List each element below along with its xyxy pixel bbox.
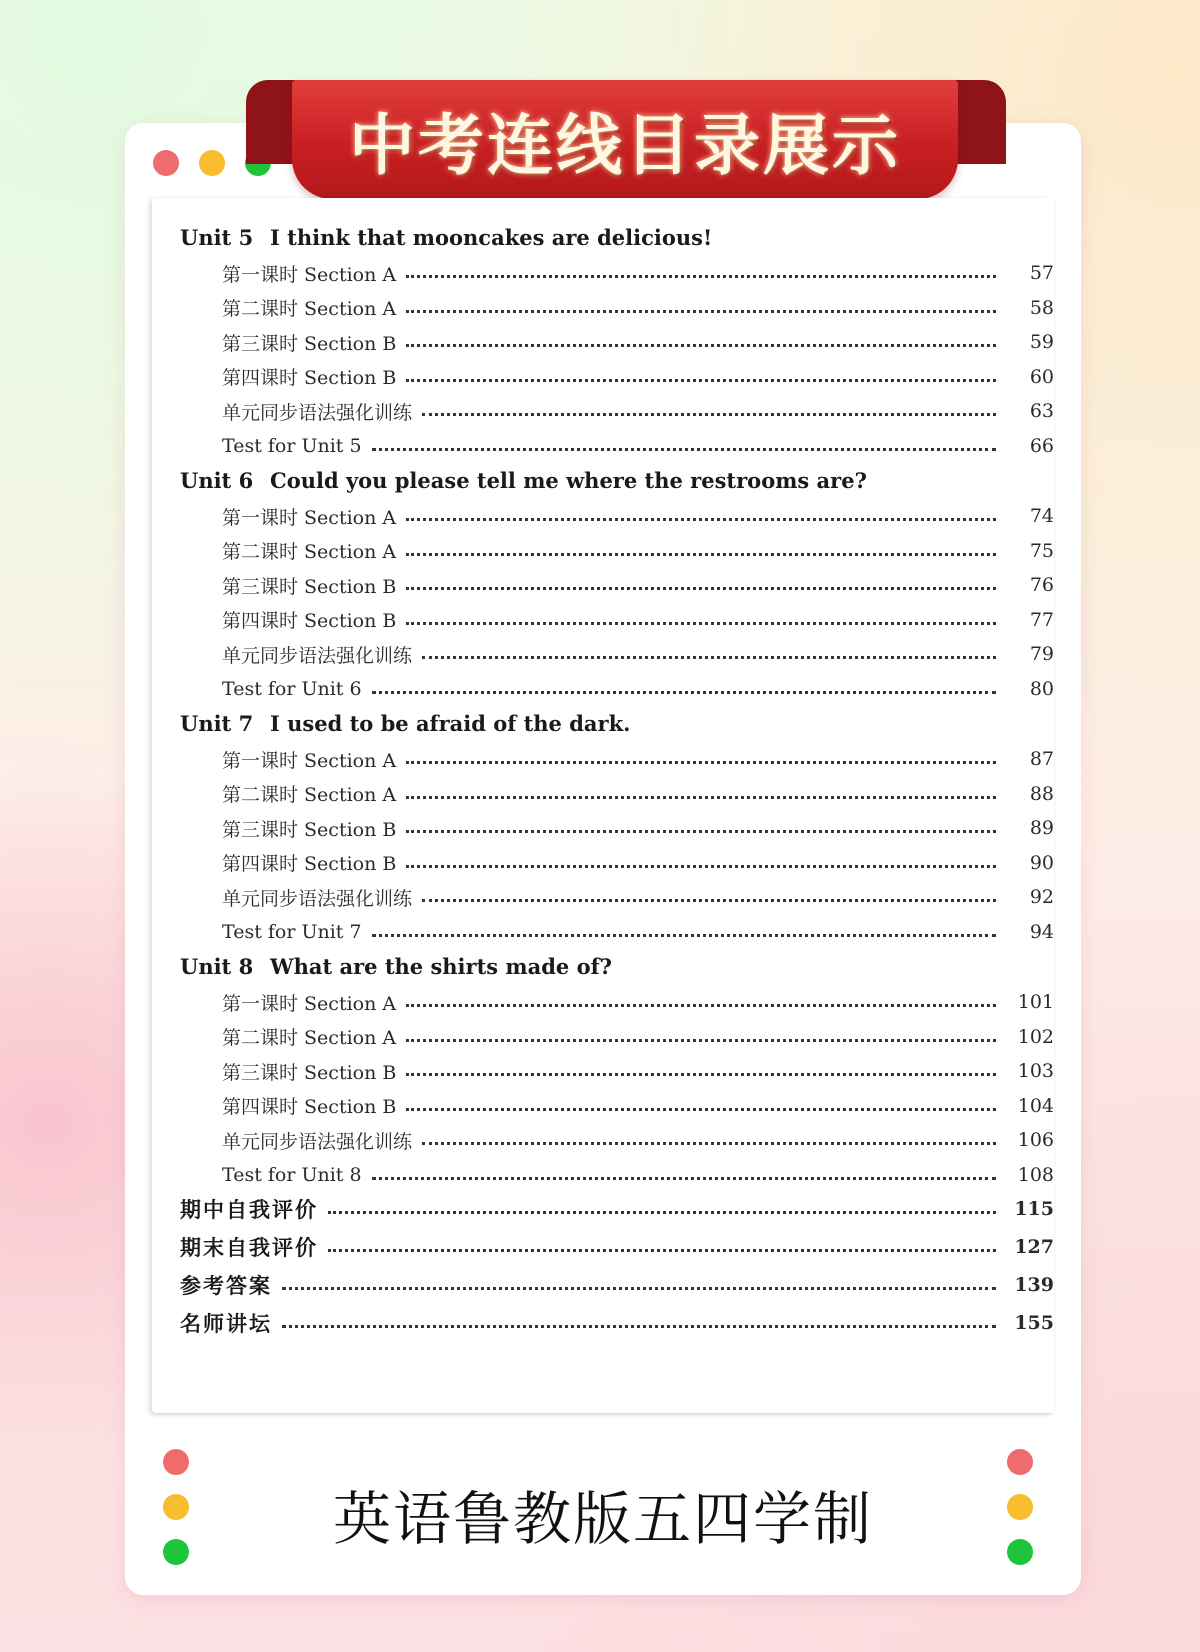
dot-leader [406,553,996,556]
entry-label: Test for Unit 6 [222,677,362,700]
page-number: 104 [1017,1094,1054,1117]
entry-label: 单元同步语法强化训练 [222,401,413,424]
page-number: 87 [1029,748,1054,770]
toc-entry[interactable] [152,258,1054,288]
page-number: 108 [1017,1163,1054,1186]
entry-label: 第二课时 Section A [222,1027,397,1049]
unit-number: Unit 5 [180,224,254,250]
toc-page [152,198,1054,1413]
page-number: 77 [1029,608,1054,631]
unit-heading [180,222,712,252]
entry-label: 第四课时 Section B [222,1096,397,1118]
unit-title: I used to be afraid of the dark. [270,710,631,736]
unit-title: I think that mooncakes are delicious! [270,224,713,250]
entry-label: 第四课时 Section B [222,367,397,389]
dot-leader [422,899,996,902]
dot-leader [406,1039,996,1042]
page-number: 88 [1029,782,1054,805]
page-number: 89 [1029,817,1054,839]
toc-entry[interactable] [152,848,1054,878]
dot-leader [406,587,996,590]
page-number: 79 [1029,643,1054,665]
entry-label: 单元同步语法强化训练 [222,644,413,667]
title-banner [292,80,958,199]
entry-label: 期中自我评价 [180,1198,318,1222]
page-number: 63 [1029,400,1054,422]
dot-leader [372,934,996,937]
page-number: 92 [1029,886,1054,908]
page-number: 94 [1029,920,1054,943]
toc-entry[interactable] [152,570,1054,600]
page-number: 57 [1029,262,1054,284]
dot-leader [406,518,996,521]
entry-label: Test for Unit 8 [222,1163,362,1186]
toc-entry[interactable] [152,987,1054,1017]
toc-entry[interactable] [152,536,1054,566]
dot-leader [406,310,996,313]
toc-entry[interactable] [152,327,1054,357]
unit-number: Unit 8 [180,953,254,979]
entry-label: 参考答案 [180,1274,272,1298]
dot-leader [372,1177,996,1180]
unit-heading [180,951,612,981]
toc-entry[interactable] [152,1022,1054,1052]
dot-leader [372,448,996,451]
toc-entry[interactable] [152,882,1054,912]
page-number: 102 [1017,1025,1054,1048]
dot-leader [422,413,996,416]
entry-label: 第一课时 Section A [222,506,397,529]
red-dot-icon [153,150,179,176]
dot-leader [406,1004,996,1007]
dot-leader [406,344,996,347]
toc-entry[interactable] [152,396,1054,426]
dot-leader [406,830,996,833]
entry-label: 第三课时 Section B [222,332,397,355]
dot-leader [406,1073,996,1076]
page-number: 58 [1029,296,1054,319]
page-number: 155 [1014,1312,1054,1334]
dot-leader [282,1325,996,1328]
dot-leader [406,275,996,278]
entry-label: Test for Unit 5 [222,434,362,457]
dot-leader [406,622,996,625]
dot-leader [422,1142,996,1145]
major-toc-entry[interactable] [152,1270,1054,1300]
toc-entry[interactable] [152,1091,1054,1121]
toc-entry[interactable] [152,362,1054,392]
dot-leader [328,1249,996,1252]
entry-label: 第一课时 Section A [222,992,397,1015]
page-number: 80 [1029,677,1054,700]
banner-title: 中考连线目录展示 [349,107,901,184]
dot-leader [282,1287,996,1290]
toc-entry[interactable] [152,605,1054,635]
dot-leader [406,796,996,799]
toc-entry[interactable] [152,639,1054,669]
page-number: 101 [1017,991,1054,1013]
entry-label: Test for Unit 7 [222,920,362,943]
dot-leader [406,1108,996,1111]
entry-label: 第一课时 Section A [222,263,397,286]
entry-label: 第三课时 Section B [222,1061,397,1084]
edition-subtitle: 英语鲁教版五四学制 [332,1485,873,1553]
entry-label: 第三课时 Section B [222,818,397,841]
major-toc-entry[interactable] [152,1194,1054,1224]
toc-entry[interactable] [152,1160,1054,1190]
page-number: 139 [1014,1274,1054,1296]
page-number: 60 [1029,365,1054,388]
toc-entry[interactable] [152,501,1054,531]
page-number: 90 [1029,851,1054,874]
unit-number: Unit 7 [180,710,254,736]
entry-label: 第一课时 Section A [222,749,397,772]
major-toc-entry[interactable] [152,1308,1054,1338]
yellow-dot-icon [199,150,225,176]
unit-title: Could you please tell me where the restrooms are? [270,467,867,493]
entry-label: 第四课时 Section B [222,853,397,875]
entry-label: 第二课时 Section A [222,541,397,563]
dot-leader [422,656,996,659]
toc-entry[interactable] [152,431,1054,461]
unit-heading [180,465,867,495]
dot-leader [406,379,996,382]
page-number: 76 [1029,574,1054,596]
entry-label: 第三课时 Section B [222,575,397,598]
page-number: 106 [1017,1129,1054,1151]
entry-label: 单元同步语法强化训练 [222,887,413,910]
toc-entry[interactable] [152,744,1054,774]
toc-entry[interactable] [152,674,1054,704]
page-number: 66 [1029,434,1054,457]
toc-entry[interactable] [152,779,1054,809]
entry-label: 第四课时 Section B [222,610,397,632]
entry-label: 单元同步语法强化训练 [222,1130,413,1153]
page-number: 75 [1029,539,1054,562]
dot-leader [406,865,996,868]
entry-label: 名师讲坛 [180,1312,272,1336]
page-number: 103 [1017,1060,1054,1082]
toc-entry[interactable] [152,1056,1054,1086]
unit-number: Unit 6 [180,467,254,493]
toc-entry[interactable] [152,813,1054,843]
page-number: 74 [1029,505,1054,527]
toc-entry[interactable] [152,917,1054,947]
page-number: 59 [1029,331,1054,353]
entry-label: 第二课时 Section A [222,298,397,320]
entry-label: 第二课时 Section A [222,784,397,806]
major-toc-entry[interactable] [152,1232,1054,1262]
toc-entry[interactable] [152,293,1054,323]
toc-entry[interactable] [152,1125,1054,1155]
dot-leader [406,761,996,764]
page-number: 127 [1014,1236,1054,1258]
entry-label: 期末自我评价 [180,1236,318,1260]
unit-title: What are the shirts made of? [270,953,612,979]
dot-leader [372,691,996,694]
dot-leader [328,1211,996,1214]
unit-heading [180,708,630,738]
page-number: 115 [1014,1198,1054,1220]
